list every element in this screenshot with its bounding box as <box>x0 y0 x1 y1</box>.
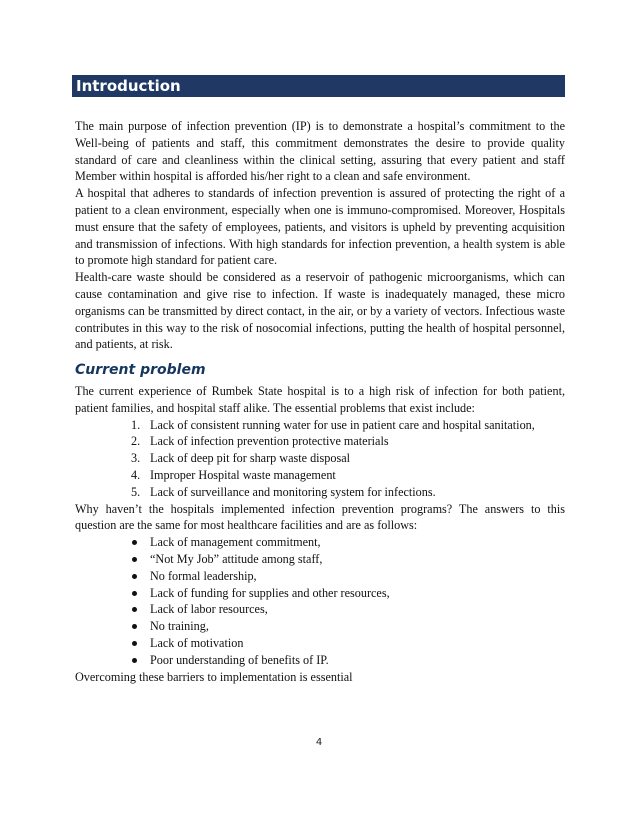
bullet-icon <box>132 557 137 562</box>
list-item-text: Lack of surveillance and monitoring system for infections. <box>150 484 436 499</box>
bullet-icon <box>132 591 137 596</box>
list-item <box>75 585 565 602</box>
list-number: 1. <box>131 417 141 432</box>
list-item <box>75 534 565 551</box>
list-item-text: Lack of infection prevention protective materials <box>150 434 389 449</box>
closing-paragraph: Overcoming these barriers to implementation is essential <box>75 669 353 684</box>
intro-paragraph-3: Health-care waste should be considered as a reservoir of pathogenic microorganisms, which can cause contamination and give rise to infection. If waste is inadequately managed, these micro organisms can be transmitted by direct contact, in the air, or by a variety of vectors. Infectious waste contributes in this way to the risk of nosocomial infections, putting the health of hospital personnel, and patients, at risk. <box>75 270 565 352</box>
page-number: 4 <box>315 737 323 748</box>
bullet-icon <box>132 641 137 646</box>
current-problem-heading: Current problem <box>75 362 206 378</box>
list-item <box>75 467 565 484</box>
intro-paragraph-1: The main purpose of infection prevention (IP) is to demonstrate a hospital’s commitment to the Well-being of patients and staff, this commitment demonstrates the desire to provide quality standard of care and cleanliness within the clinical setting, assuring that every patient and staff Member within hospital is afforded his/her right to a clean and safe environment. <box>75 119 565 184</box>
list-item-text: Lack of consistent running water for use in patient care and hospital sanitation, <box>150 417 535 432</box>
list-item <box>75 652 565 669</box>
list-item <box>75 618 565 635</box>
bullet-icon <box>132 540 137 545</box>
list-item-text: Lack of management commitment, <box>150 535 321 550</box>
introduction-heading: Introduction <box>72 75 565 97</box>
list-number: 5. <box>131 484 141 499</box>
list-item <box>75 551 565 568</box>
bullet-icon <box>132 607 137 612</box>
question-paragraph: Why haven’t the hospitals implemented infection prevention programs? The answers to this question are the same for most healthcare facilities and are as follows: <box>75 501 565 533</box>
list-item <box>75 601 565 618</box>
current-problem-body <box>75 383 565 685</box>
list-item-text: No formal leadership, <box>150 568 257 583</box>
list-item <box>75 568 565 585</box>
bullet-icon <box>132 624 137 629</box>
list-item-text: Lack of funding for supplies and other resources, <box>150 585 390 600</box>
current-problem-intro: The current experience of Rumbek State hospital is to a high risk of infection for both patient, patient families, and hospital staff alike. The essential problems that exist include: <box>75 384 565 415</box>
list-item-text: Improper Hospital waste management <box>150 467 336 482</box>
list-item <box>75 417 565 434</box>
introduction-body <box>75 118 565 353</box>
list-item <box>75 433 565 450</box>
list-item <box>75 484 565 501</box>
bullet-icon <box>132 658 137 663</box>
list-item-text: Lack of deep pit for sharp waste disposal <box>150 451 351 466</box>
list-item-text: Lack of motivation <box>150 635 244 650</box>
list-item-text: Poor understanding of benefits of IP. <box>150 652 329 667</box>
list-item <box>75 450 565 467</box>
list-number: 2. <box>131 434 141 449</box>
reasons-list <box>75 534 565 668</box>
intro-paragraph-2: A hospital that adheres to standards of infection prevention is assured of protecting the right of a patient to a clean environment, especially when one is immuno-compromised. Moreover, Hospitals must ensure that the safety of employees, patients, and visitors is upheld by preventing acquisition and transmission of infections. With high standards for infection prevention, a health system is able to promote high standard for patient care. <box>75 186 565 268</box>
bullet-icon <box>132 574 137 579</box>
list-item-text: No training, <box>150 619 209 634</box>
list-number: 3. <box>131 451 141 466</box>
list-item-text: “Not My Job” attitude among staff, <box>150 551 323 566</box>
list-number: 4. <box>131 467 141 482</box>
problems-list <box>75 417 565 501</box>
list-item-text: Lack of labor resources, <box>150 602 268 617</box>
list-item <box>75 635 565 652</box>
